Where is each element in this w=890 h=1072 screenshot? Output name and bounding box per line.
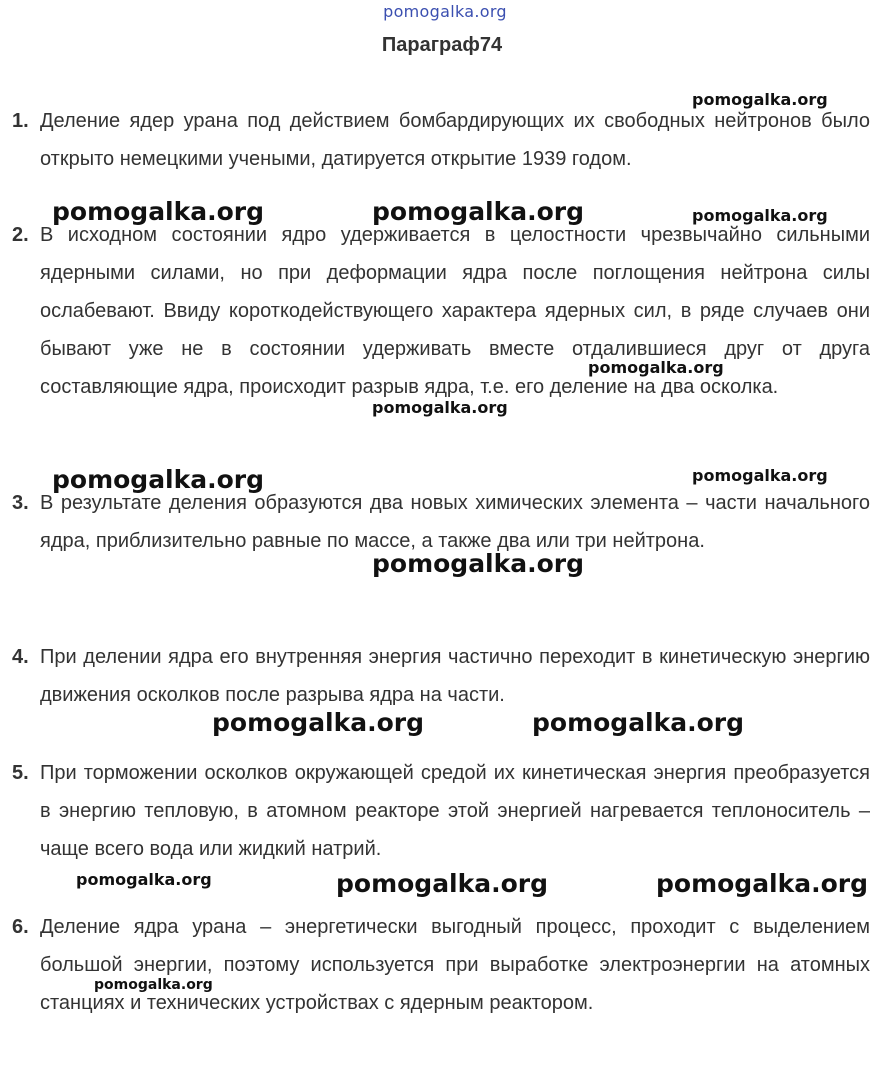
watermark: pomogalka.org [94,977,213,993]
watermark: pomogalka.org [692,466,828,485]
item-number: 5. [12,762,29,784]
item-text: При торможении осколков окружающей средой их кинетическая энергия преобразуется в энергию тепловую, в атомном реакторе этой энергией нагревается теплоноситель – чаще всего вода или жидкий натрий. [40,762,870,860]
item-text: Деление ядра урана – энергетически выгодный процесс, проходит с выделением большой энергии, поэтому используется при выработке электроэнергии на атомных станциях и технических устройствах с ядерным реактором. [40,916,870,1014]
page-title: Параграф74 [381,34,503,56]
watermark: pomogalka.org [372,398,508,417]
site-watermark: pomogalka.org [383,2,507,21]
item-number: 1. [12,110,29,132]
item-text: В результате деления образуются два новых химических элемента – части начального ядра, приблизительно равные по массе, а также два или три нейтрона. [40,492,870,552]
watermark: pomogalka.org [588,358,724,377]
item-number: 4. [12,646,29,668]
item-number: 6. [12,916,29,938]
item-text: Деление ядер урана под действием бомбардирующих их свободных нейтронов было открыто немецкими учеными, датируется открытие 1939 годом. [40,110,870,170]
item-number: 2. [12,224,29,246]
watermark: pomogalka.org [372,197,585,226]
watermark: pomogalka.org [52,465,265,494]
watermark: pomogalka.org [532,708,745,737]
watermark: pomogalka.org [212,708,425,737]
watermark: pomogalka.org [656,869,869,898]
watermark: pomogalka.org [52,197,265,226]
watermark: pomogalka.org [692,206,828,225]
item-text: В исходном состоянии ядро удерживается в целостности чрезвычайно сильными ядерными силами, но при деформации ядра после поглощения нейтрона силы ослабевают. Ввиду короткодействующего характера ядерных сил, в ряде случаев они бывают уже не в состоянии удерживать вместе отдалившиеся друг от друга составляющие ядра, происходит разрыв ядра, т.е. его деление на два осколка. [40,224,870,398]
watermark: pomogalka.org [372,549,585,578]
item-number: 3. [12,492,29,514]
item-text: При делении ядра его внутренняя энергия частично переходит в кинетическую энергию движения осколков после разрыва ядра на части. [40,646,870,706]
watermark: pomogalka.org [336,869,549,898]
watermark: pomogalka.org [692,90,828,109]
watermark: pomogalka.org [76,870,212,889]
